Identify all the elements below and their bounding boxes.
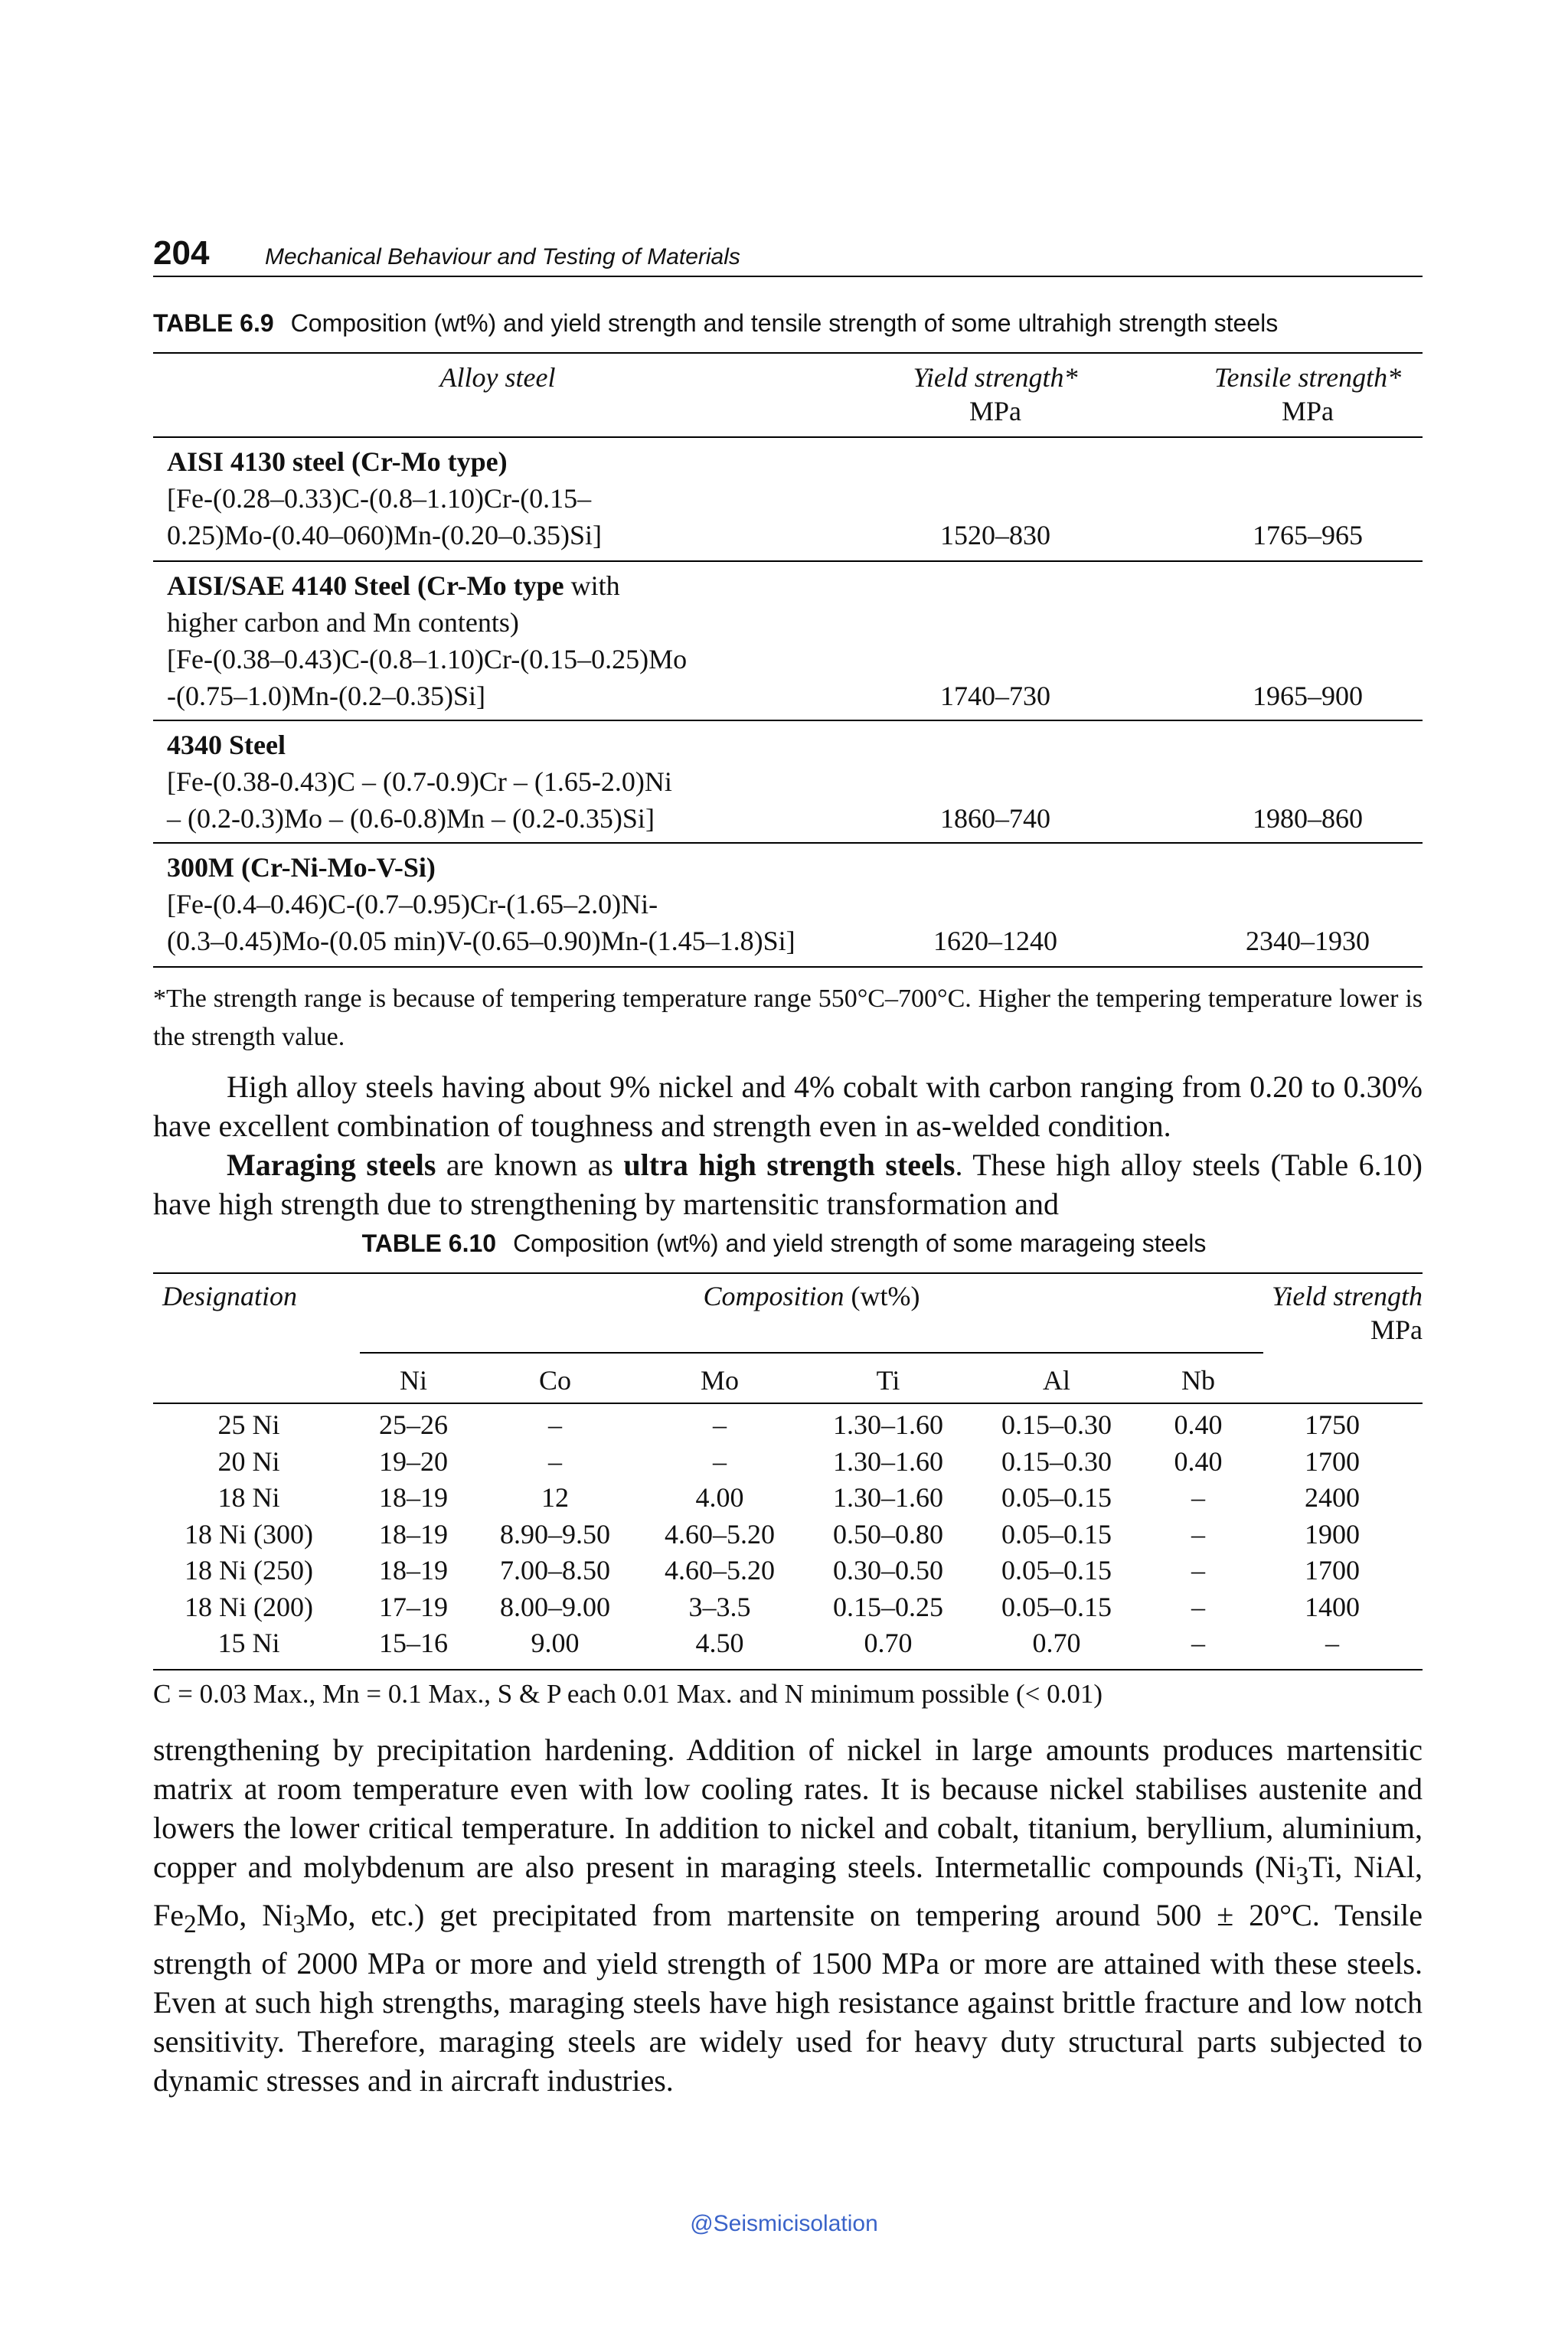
ti-cell: 0.15–0.25 bbox=[833, 1591, 943, 1622]
al-cell: 0.05–0.15 bbox=[1001, 1555, 1112, 1586]
paragraph-text: Mo, Ni bbox=[196, 1898, 293, 1932]
alloy-name: 300M (Cr-Ni-Mo-V-Si) bbox=[167, 852, 436, 883]
column-header-yield: Yield strength* bbox=[913, 362, 1078, 393]
table-bottom-rule bbox=[153, 1669, 1423, 1670]
nb-cell: – bbox=[1191, 1628, 1205, 1658]
yield-value: 1860–740 bbox=[940, 803, 1050, 834]
ti-cell: 1.30–1.60 bbox=[833, 1409, 943, 1440]
nb-cell: – bbox=[1191, 1555, 1205, 1586]
alloy-composition: (0.3–0.45)Mo-(0.05 min)V-(0.65–0.90)Mn-(1.45–1.8)Si] bbox=[167, 926, 795, 956]
mo-cell: 4.50 bbox=[695, 1628, 744, 1658]
yield-cell: 1900 bbox=[1305, 1518, 1360, 1550]
ni-cell: 18–19 bbox=[379, 1555, 448, 1586]
alloy-composition: [Fe-(0.38–0.43)C-(0.8–1.10)Cr-(0.15–0.25)Mo bbox=[167, 644, 688, 674]
ni-cell: 15–16 bbox=[379, 1628, 448, 1658]
mo-cell: 4.00 bbox=[695, 1482, 744, 1513]
table-label: TABLE 6.10 bbox=[361, 1230, 497, 1257]
yield-cell: 2400 bbox=[1305, 1482, 1360, 1513]
column-header-yield-unit: MPa bbox=[969, 396, 1021, 426]
mo-cell: 4.60–5.20 bbox=[665, 1518, 775, 1550]
table-header-rule bbox=[153, 1403, 1423, 1404]
row-divider bbox=[153, 842, 1423, 844]
mo-cell: 3–3.5 bbox=[688, 1591, 751, 1622]
table-caption-text: Composition (wt%) and yield strength and tensile strength of some ultrahigh strength steels bbox=[290, 309, 1279, 337]
nb-cell: – bbox=[1191, 1518, 1205, 1550]
table-caption-text: Composition (wt%) and yield strength of some marageing steels bbox=[513, 1230, 1207, 1257]
alloy-description: higher carbon and Mn contents) bbox=[167, 607, 519, 638]
row-divider bbox=[153, 720, 1423, 721]
alloy-composition: [Fe-(0.28–0.33)C-(0.8–1.10)Cr-(0.15– bbox=[167, 483, 592, 514]
column-header-tensile: Tensile strength* bbox=[1214, 362, 1402, 393]
alloy-composition: [Fe-(0.4–0.46)C-(0.7–0.95)Cr-(1.65–2.0)Ni- bbox=[167, 889, 658, 919]
column-header-composition bbox=[360, 1279, 1263, 1314]
column-header-yield: Yield strength bbox=[1272, 1281, 1423, 1311]
co-cell: 8.90–9.50 bbox=[500, 1518, 610, 1550]
composition-label: Composition bbox=[703, 1281, 844, 1311]
co-cell: 8.00–9.00 bbox=[500, 1591, 610, 1622]
table-top-rule bbox=[153, 1272, 1423, 1274]
al-cell: 0.15–0.30 bbox=[1001, 1445, 1112, 1477]
al-cell: 0.70 bbox=[1032, 1628, 1081, 1658]
page-header bbox=[153, 234, 1423, 277]
alloy-name: AISI/SAE 4140 Steel (Cr-Mo type bbox=[167, 570, 564, 601]
element-header-ti: Ti bbox=[876, 1365, 900, 1396]
subscript: 3 bbox=[292, 1910, 305, 1938]
element-header-nb: Nb bbox=[1181, 1365, 1215, 1396]
element-header-al: Al bbox=[1043, 1365, 1070, 1396]
paragraph-text: are known as bbox=[436, 1148, 624, 1182]
designation-cell: 15 Ni bbox=[217, 1628, 280, 1658]
alloy-composition: -(0.75–1.0)Mn-(0.2–0.35)Si] bbox=[167, 681, 485, 711]
ti-cell: 1.30–1.60 bbox=[833, 1482, 943, 1513]
ni-cell: 18–19 bbox=[379, 1482, 448, 1513]
yield-cell: 1700 bbox=[1305, 1445, 1360, 1477]
designation-cell: 18 Ni bbox=[217, 1482, 280, 1513]
tensile-value: 1765–965 bbox=[1253, 520, 1363, 550]
nb-cell: – bbox=[1191, 1591, 1205, 1622]
column-header-designation: Designation bbox=[162, 1281, 297, 1311]
table-header-rule bbox=[153, 436, 1423, 438]
al-cell: 0.05–0.15 bbox=[1001, 1518, 1112, 1550]
mo-cell: – bbox=[713, 1445, 727, 1477]
co-cell: – bbox=[548, 1409, 562, 1440]
nb-cell: 0.40 bbox=[1174, 1409, 1223, 1440]
running-title: Mechanical Behaviour and Testing of Materials bbox=[265, 244, 740, 269]
body-paragraph bbox=[153, 1730, 1423, 2100]
table-label: TABLE 6.9 bbox=[153, 309, 274, 337]
table-bottom-rule bbox=[153, 966, 1423, 968]
paragraph-text: Mo, etc.) get precipitated from martensite on tempering around 500 ± 20°C. Tensile strength of 2000 MPa or more and yield strength of 1500 MPa or more are attained with these steels. Even at such high strengths, maraging steels have high resistance against brittle fracture and low notch sensitivity. Therefore, maraging steels are widely used for heavy duty structural parts subjected to dynamic stresses and in aircraft industries. bbox=[153, 1898, 1423, 2098]
co-cell: 7.00–8.50 bbox=[500, 1555, 610, 1586]
al-cell: 0.15–0.30 bbox=[1001, 1409, 1112, 1440]
mo-cell: – bbox=[713, 1409, 727, 1440]
co-cell: 9.00 bbox=[531, 1628, 580, 1658]
nb-cell: – bbox=[1191, 1482, 1205, 1513]
table-footnote: C = 0.03 Max., Mn = 0.1 Max., S & P each 0.01 Max. and N minimum possible (< 0.01) bbox=[153, 1679, 1103, 1709]
yield-cell: 1700 bbox=[1305, 1555, 1360, 1586]
yield-value: 1740–730 bbox=[940, 681, 1050, 711]
ti-cell: 0.70 bbox=[864, 1628, 913, 1658]
ti-cell: 0.50–0.80 bbox=[833, 1518, 943, 1550]
alloy-composition: – (0.2-0.3)Mo – (0.6-0.8)Mn – (0.2-0.35)Si] bbox=[167, 803, 655, 834]
ti-cell: 1.30–1.60 bbox=[833, 1445, 943, 1477]
yield-cell: 1750 bbox=[1305, 1409, 1360, 1440]
watermark: @Seismicisolation bbox=[690, 2211, 878, 2236]
term-maraging-steels: Maraging steels bbox=[227, 1148, 436, 1182]
designation-cell: 18 Ni (200) bbox=[185, 1591, 313, 1622]
yield-value: 1620–1240 bbox=[933, 926, 1057, 956]
yield-value: 1520–830 bbox=[940, 520, 1050, 550]
designation-cell: 20 Ni bbox=[217, 1445, 280, 1477]
element-header-mo: Mo bbox=[700, 1365, 739, 1396]
mo-cell: 4.60–5.20 bbox=[665, 1555, 775, 1586]
co-cell: 12 bbox=[541, 1482, 569, 1513]
co-cell: – bbox=[548, 1445, 562, 1477]
nb-cell: 0.40 bbox=[1174, 1445, 1223, 1477]
column-header-alloy: Alloy steel bbox=[439, 362, 556, 393]
ti-cell: 0.30–0.50 bbox=[833, 1555, 943, 1586]
yield-cell: 1400 bbox=[1305, 1591, 1360, 1622]
subscript: 2 bbox=[184, 1910, 197, 1938]
term-ultra-high-strength: ultra high strength steels bbox=[623, 1148, 956, 1182]
ni-cell: 17–19 bbox=[379, 1591, 448, 1622]
body-paragraph: High alloy steels having about 9% nickel and 4% cobalt with carbon ranging from 0.20 to 0.30% have excellent combination of toughness and strength even in as-welded condition. bbox=[153, 1070, 1423, 1143]
ni-cell: 19–20 bbox=[379, 1445, 448, 1477]
table-6-10-caption bbox=[0, 1228, 1568, 1259]
al-cell: 0.05–0.15 bbox=[1001, 1482, 1112, 1513]
body-paragraph bbox=[153, 1145, 1423, 1223]
table-top-rule bbox=[153, 352, 1423, 354]
designation-cell: 25 Ni bbox=[217, 1409, 280, 1440]
subscript: 3 bbox=[1295, 1862, 1309, 1890]
column-header-yield-unit: MPa bbox=[1370, 1314, 1423, 1345]
alloy-name-rest: with bbox=[564, 570, 620, 601]
composition-unit: (wt%) bbox=[844, 1281, 920, 1311]
alloy-composition: [Fe-(0.38-0.43)C – (0.7-0.9)Cr – (1.65-2.0)Ni bbox=[167, 766, 672, 797]
column-header-tensile-unit: MPa bbox=[1281, 396, 1334, 426]
tensile-value: 1980–860 bbox=[1253, 803, 1363, 834]
ni-cell: 18–19 bbox=[379, 1518, 448, 1550]
designation-cell: 18 Ni (250) bbox=[185, 1555, 313, 1586]
tensile-value: 2340–1930 bbox=[1246, 926, 1370, 956]
tensile-value: 1965–900 bbox=[1253, 681, 1363, 711]
alloy-name-line bbox=[167, 568, 620, 603]
alloy-name: AISI 4130 steel (Cr-Mo type) bbox=[167, 446, 508, 477]
element-header-ni: Ni bbox=[400, 1365, 427, 1396]
composition-subheader-rule bbox=[360, 1352, 1263, 1354]
ni-cell: 25–26 bbox=[379, 1409, 448, 1440]
al-cell: 0.05–0.15 bbox=[1001, 1591, 1112, 1622]
paragraph-text: . These high alloy steels (Table 6.10) have high strength due to strengthening by martensitic transformation and bbox=[153, 1148, 1423, 1221]
paragraph-text: Ti, NiAl, Fe bbox=[153, 1850, 1423, 1932]
row-divider bbox=[153, 560, 1423, 562]
page-number: 204 bbox=[153, 234, 210, 272]
table-6-9-caption bbox=[153, 308, 1278, 338]
yield-cell: – bbox=[1325, 1628, 1339, 1658]
alloy-composition: 0.25)Mo-(0.40–060)Mn-(0.20–0.35)Si] bbox=[167, 520, 602, 550]
alloy-name: 4340 Steel bbox=[167, 730, 286, 760]
paragraph-text: strengthening by precipitation hardening. Addition of nickel in large amounts produces martensitic matrix at room temperature even with low cooling rates. It is because nickel stabilises austenite and lowers the lower critical temperature. In addition to nickel and cobalt, titanium, beryllium, aluminium, copper and molybdenum are also present in maraging steels. Intermetallic compounds (Ni bbox=[153, 1732, 1423, 1884]
table-footnote: *The strength range is because of tempering temperature range 550°C–700°C. Higher the tempering temperature lower is the strength value. bbox=[153, 985, 1423, 1051]
designation-cell: 18 Ni (300) bbox=[185, 1518, 313, 1550]
element-header-co: Co bbox=[538, 1365, 571, 1396]
